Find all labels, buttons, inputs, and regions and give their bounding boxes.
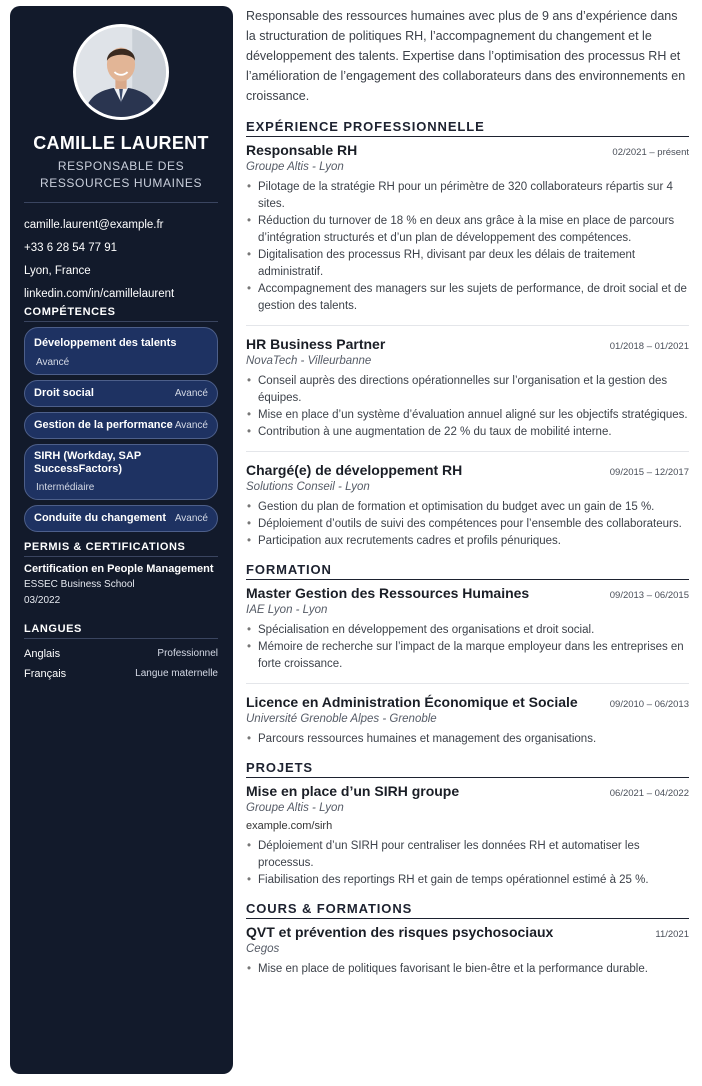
entry-organization: Université Grenoble Alpes - Grenoble: [246, 713, 437, 725]
avatar: [73, 24, 169, 120]
linkedin-link[interactable]: linkedin.com/in/camillelaurent: [24, 288, 175, 300]
entry-organization: Cegos: [246, 943, 280, 955]
bullet-item: • Parcours ressources humaines et management des organisations.: [246, 731, 689, 748]
entry-bullets: [246, 499, 689, 550]
entry-title: Chargé(e) de développement RH: [246, 462, 463, 478]
experience-heading: EXPÉRIENCE PROFESSIONNELLE: [246, 119, 689, 137]
entry-date: 11/2021: [655, 929, 689, 940]
languages-heading: LANGUES: [24, 623, 218, 639]
skill-level: Intermédiaire: [36, 482, 95, 493]
experience-entry: [246, 142, 689, 326]
entry-date: 09/2015 – 12/2017: [609, 467, 689, 478]
candidate-title: RESPONSABLE DES RESSOURCES HUMAINES: [39, 159, 203, 190]
entry-separator: [246, 451, 689, 452]
entry-organization: Solutions Conseil - Lyon: [246, 481, 370, 493]
bullet-item: • Réduction du turnover de 18 % en deux ans grâce à la mise en place de parcours d’intégration structurés et d’un plan de développement des compétences.: [246, 213, 689, 247]
languages-list: [24, 644, 218, 684]
project-link[interactable]: example.com/sirh: [246, 820, 333, 832]
profile-photo: [76, 27, 166, 117]
skill-level: Avancé: [36, 357, 70, 368]
candidate-name: CAMILLE LAURENT: [33, 133, 209, 153]
skill-name: Droit social: [34, 387, 94, 399]
skill-item: [24, 380, 218, 407]
bullet-item: • Contribution à une augmentation de 22 % du taux de mobilité interne.: [246, 424, 689, 441]
entry-title: Licence en Administration Économique et Sociale: [246, 694, 578, 710]
entry-title: Responsable RH: [246, 142, 358, 158]
entry-header: [246, 694, 689, 710]
entry-organization: NovaTech - Villeurbanne: [246, 355, 372, 367]
projects-heading: PROJETS: [246, 760, 689, 778]
bullet-item: • Gestion du plan de formation et optimisation du budget avec un gain de 15 %.: [246, 499, 689, 516]
bullet-item: • Digitalisation des processus RH, divisant par deux les délais de traitement administratif.: [246, 247, 689, 281]
skills-list: [24, 327, 218, 532]
entry-bullets: [246, 622, 689, 673]
skill-item: [24, 412, 218, 439]
skills-heading: COMPÉTENCES: [24, 306, 218, 322]
entry-title: HR Business Partner: [246, 336, 386, 352]
education-heading: FORMATION: [246, 562, 689, 580]
entry-bullets: [246, 373, 689, 441]
certification-item: [24, 562, 218, 609]
course-entry: [246, 924, 689, 978]
entry-header: [246, 142, 689, 158]
language-item: [24, 644, 218, 664]
education-entry: [246, 694, 689, 748]
entry-header: [246, 462, 689, 478]
experience-entry: [246, 336, 689, 452]
certification-name: Certification en People Management: [24, 563, 214, 575]
main-content: [246, 6, 689, 978]
skill-level: Avancé: [174, 388, 208, 399]
bullet-item: • Mise en place d’un système d’évaluation annuel aligné sur les objectifs stratégiques.: [246, 407, 689, 424]
profile-summary: Responsable des ressources humaines avec plus de 9 ans d’expérience dans la structuration de politiques RH, l’accompagnement du changement et le développement des talents. Expertise dans l’optimisation des processus RH et l’amélioration de l’engagement des collaborateurs dans des environnements en croissance.: [246, 9, 686, 103]
language-name: Anglais: [24, 648, 61, 660]
bullet-item: • Accompagnement des managers sur les sujets de performance, de droit social et de gestion des talents.: [246, 281, 689, 315]
language-level: Professionnel: [157, 648, 218, 659]
certification-issuer: ESSEC Business School: [24, 579, 135, 590]
entry-date: 02/2021 – présent: [612, 147, 689, 158]
language-item: [24, 664, 218, 684]
entry-date: 06/2021 – 04/2022: [609, 788, 689, 799]
experience-entry: [246, 462, 689, 550]
entry-header: [246, 783, 689, 799]
entry-organization: Groupe Altis - Lyon: [246, 802, 344, 814]
entry-date: 09/2010 – 06/2013: [609, 699, 689, 710]
project-entry: [246, 783, 689, 889]
skill-level: Avancé: [174, 420, 208, 431]
entry-title: Mise en place d’un SIRH groupe: [246, 783, 460, 799]
skill-name: SIRH (Workday, SAP SuccessFactors): [34, 450, 141, 475]
entry-organization: Groupe Altis - Lyon: [246, 161, 344, 173]
bullet-item: • Mise en place de politiques favorisant le bien-être et la performance durable.: [246, 961, 689, 978]
bullet-item: • Déploiement d’outils de suivi des compétences pour l’ensemble des collaborateurs.: [246, 516, 689, 533]
email-link[interactable]: camille.laurent@example.fr: [24, 219, 164, 231]
certification-date: 03/2022: [24, 595, 61, 606]
phone-number[interactable]: +33 6 28 54 77 91: [24, 242, 118, 254]
bullet-item: • Déploiement d’un SIRH pour centraliser les données RH et automatiser les processus.: [246, 838, 689, 872]
divider: [24, 202, 218, 203]
entry-bullets: [246, 731, 689, 748]
contact-info: [24, 214, 218, 306]
entry-title: Master Gestion des Ressources Humaines: [246, 585, 530, 601]
entry-date: 01/2018 – 01/2021: [609, 341, 689, 352]
entry-header: [246, 585, 689, 601]
entry-bullets: [246, 838, 689, 889]
entry-separator: [246, 683, 689, 684]
skill-name: Développement des talents: [34, 337, 177, 349]
bullet-item: • Participation aux recrutements cadres et profils pénuriques.: [246, 533, 689, 550]
skill-name: Conduite du changement: [34, 512, 166, 524]
skill-item: [24, 505, 218, 532]
bullet-item: • Fiabilisation des reportings RH et gain de temps opérationnel estimé à 25 %.: [246, 872, 689, 889]
entry-separator: [246, 325, 689, 326]
bullet-item: • Pilotage de la stratégie RH pour un périmètre de 320 collaborateurs répartis sur 4 sites.: [246, 179, 689, 213]
education-entry: [246, 585, 689, 684]
entry-bullets: [246, 179, 689, 315]
location: Lyon, France: [24, 265, 91, 277]
skill-item: [24, 327, 218, 375]
skill-item: [24, 444, 218, 500]
certifications-heading: PERMIS & CERTIFICATIONS: [24, 541, 218, 557]
sidebar: [10, 6, 233, 1074]
bullet-item: • Spécialisation en développement des organisations et droit social.: [246, 622, 689, 639]
courses-heading: COURS & FORMATIONS: [246, 901, 689, 919]
entry-organization: IAE Lyon - Lyon: [246, 604, 328, 616]
skill-level: Avancé: [174, 513, 208, 524]
language-level: Langue maternelle: [135, 668, 218, 679]
entry-header: [246, 336, 689, 352]
skill-name: Gestion de la performance: [34, 419, 173, 431]
entry-bullets: [246, 961, 689, 978]
entry-title: QVT et prévention des risques psychosociaux: [246, 924, 554, 940]
entry-date: 09/2013 – 06/2015: [609, 590, 689, 601]
language-name: Français: [24, 668, 67, 680]
bullet-item: • Conseil auprès des directions opérationnelles sur l’organisation et la gestion des équipes.: [246, 373, 689, 407]
entry-header: [246, 924, 689, 940]
bullet-item: • Mémoire de recherche sur l’impact de la marque employeur dans les entreprises en forte croissance.: [246, 639, 689, 673]
